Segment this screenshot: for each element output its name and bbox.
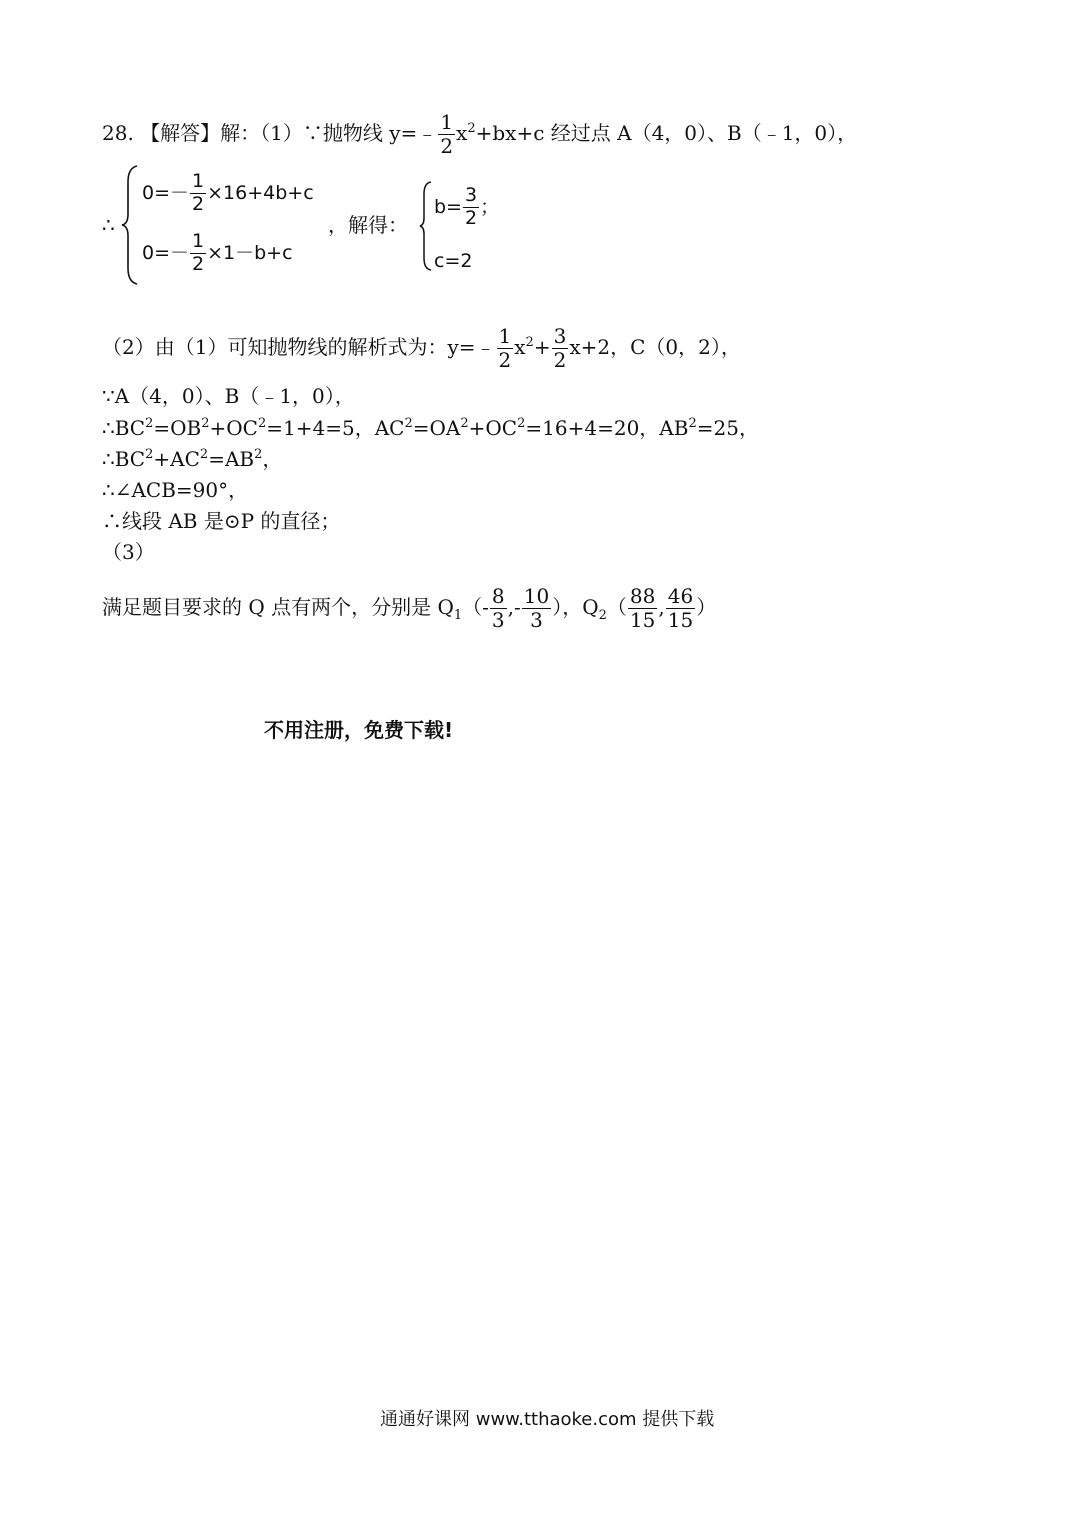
therefore-symbol: ∴ bbox=[102, 213, 115, 237]
left-brace-icon bbox=[418, 180, 434, 272]
fraction: $\frac{8}{3}$ bbox=[491, 584, 505, 632]
fraction: $\frac{10}{3}$ bbox=[523, 584, 550, 632]
fraction: $\frac{3}{2}$ bbox=[464, 184, 478, 229]
result-c: c=2 bbox=[434, 250, 473, 272]
promo-text: 不用注册，免费下载! bbox=[264, 718, 454, 742]
part3-label: （3） bbox=[102, 540, 155, 564]
fraction: $\frac{3}{2}$ bbox=[553, 324, 567, 372]
system-equation-1: 0=－ $\frac{1}{2}$ ×16+4b+c bbox=[142, 170, 314, 215]
fraction: $\frac{1}{2}$ bbox=[192, 230, 205, 275]
left-brace-icon bbox=[120, 164, 140, 286]
fraction: $\frac{88}{15}$ bbox=[629, 584, 656, 632]
fraction: $\frac{1}{2}$ bbox=[440, 110, 454, 158]
diameter-line: ∴线段 AB 是⊙P 的直径； bbox=[102, 509, 341, 533]
result-b: b= $\frac{3}{2}$ ； bbox=[434, 184, 500, 229]
fraction: $\frac{1}{2}$ bbox=[498, 324, 512, 372]
angle-line: ∴∠ACB=90°， bbox=[102, 478, 249, 502]
page-footer: 通通好课网 www.tthaoke.com 提供下载 bbox=[380, 1409, 715, 1430]
fraction: $\frac{1}{2}$ bbox=[192, 170, 205, 215]
sum-line: $\therefore BC^2+AC^2=AB^2$， bbox=[102, 447, 283, 471]
points-line: ∵A（4，0）、B（﹣1，0）， bbox=[102, 384, 355, 408]
part2-line: （2）由（1）可知抛物线的解析式为：y=﹣ $\frac{1}{2}$ $x^2+$ $\frac{3}{2}$ x+2，C（0，2）， bbox=[102, 324, 741, 372]
system-equation-2: 0=－ $\frac{1}{2}$ ×1－b+c bbox=[142, 230, 293, 275]
pythagoras-line: $\therefore BC^2=OB^2+OC^2=1+4=5$，$AC^2=OA^2+OC^2=16+4=20$，$AB^2=25$， bbox=[102, 416, 759, 440]
answer-line: 满足题目要求的 Q 点有两个，分别是 $Q_1(-$ $\frac{8}{3}$ ,- $\frac{10}{3}$ ），$Q_2$（ $\frac{88}{15}$ , $\frac{46}{15}$ ） bbox=[102, 584, 717, 632]
solution-line-1: 28. 【解答】解：（1）∵抛物线 y=﹣ $\frac{1}{2}$ $x^2+bx+c$ 经过点 A（4，0）、B（﹣1，0）， bbox=[102, 110, 858, 158]
solve-label: ，解得： bbox=[328, 213, 408, 237]
fraction: $\frac{46}{15}$ bbox=[667, 584, 694, 632]
